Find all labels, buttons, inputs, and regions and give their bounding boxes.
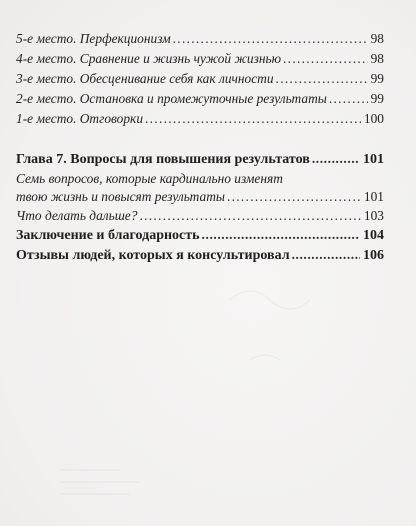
- toc-entry[interactable]: [16, 110, 384, 128]
- toc-entry-title: твою жизнь и повысят результаты: [16, 189, 225, 204]
- toc-section-entry[interactable]: [16, 246, 384, 265]
- toc-section-title: Заключение и благодарность: [16, 228, 200, 243]
- toc-entry-page: 101: [363, 189, 384, 204]
- bleed-through-mark: [230, 291, 310, 309]
- toc-entry-page: 99: [370, 91, 384, 106]
- toc-entry-page: 99: [370, 71, 384, 86]
- toc-entry[interactable]: [16, 207, 384, 225]
- toc-entry-line1[interactable]: Семь вопросов, которые кардинально изменят: [16, 171, 283, 186]
- toc-entry-page: 98: [370, 51, 384, 66]
- leader-dots: [227, 188, 361, 206]
- toc-entry-title: 1-е место. Отговорки: [16, 111, 144, 126]
- toc-entry-title: 4-е место. Сравнение и жизнь чужой жизнью: [16, 51, 282, 66]
- toc-entry-title: 3-е место. Обесценивание себя как личности: [16, 71, 274, 86]
- toc-section-page: 106: [363, 248, 384, 263]
- toc-entry-title: Что делать дальше?: [16, 208, 138, 223]
- toc-entry-title: 2-е место. Остановка и промежуточные результаты: [16, 91, 327, 106]
- toc-entry-title: 5-е место. Перфекционизм: [16, 31, 171, 46]
- toc-entry-page: 100: [363, 111, 384, 126]
- toc-chapter-title: Глава 7. Вопросы для повышения результатов: [16, 152, 310, 167]
- toc-entry-page: 103: [363, 208, 384, 223]
- toc-entry[interactable]: [16, 30, 384, 48]
- bleed-through-mark: [250, 355, 280, 360]
- leader-dots: [312, 150, 360, 168]
- leader-dots: [139, 207, 360, 225]
- leader-dots: [145, 110, 361, 128]
- toc-section-page: 104: [363, 228, 384, 243]
- toc-entry[interactable]: [16, 50, 384, 68]
- leader-dots: [292, 246, 360, 264]
- toc-chapter-entry[interactable]: [16, 150, 384, 169]
- toc-entry[interactable]: [16, 90, 384, 108]
- leader-dots: [173, 30, 368, 48]
- toc-section-entry[interactable]: [16, 226, 384, 245]
- toc-section-title: Отзывы людей, которых я консультировал: [16, 248, 290, 263]
- toc-entry[interactable]: [16, 70, 384, 88]
- toc-entry[interactable]: [16, 188, 384, 206]
- leader-dots: [329, 90, 368, 108]
- toc-entry-page: 98: [370, 31, 384, 46]
- leader-dots: [276, 70, 368, 88]
- leader-dots: [283, 50, 368, 68]
- toc-chapter-page: 101: [363, 152, 384, 167]
- leader-dots: [202, 226, 360, 244]
